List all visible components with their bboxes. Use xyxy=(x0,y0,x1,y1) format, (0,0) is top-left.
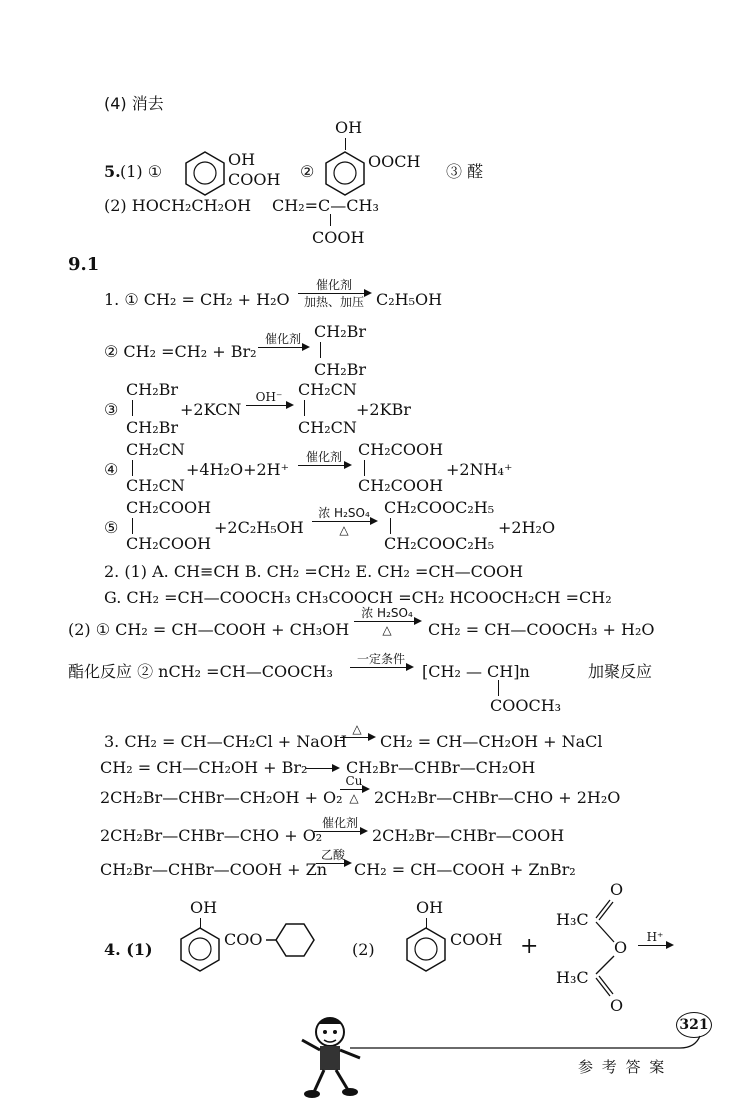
q4-oh-2: OH xyxy=(416,898,444,917)
q3-l2-reactants: CH₂ = CH—CH₂OH + Br₂ xyxy=(100,758,308,777)
q2-line4-polymer-sub: COOCH₃ xyxy=(490,696,562,715)
q5-s2-ooch: OOCH xyxy=(368,152,421,171)
q1-r3-product-bottom: CH₂CN xyxy=(298,418,357,437)
q3-l5-arrow: 乙酸 xyxy=(316,848,350,865)
q1-r4-product-top: CH₂COOH xyxy=(358,440,444,459)
q2-line3-products: CH₂ = CH—COOCH₃ + H₂O xyxy=(428,620,655,639)
q1-r1-reactants: 1. ① CH₂ = CH₂ + H₂O xyxy=(104,290,290,309)
q1-r2-arrow: 催化剂 xyxy=(258,332,308,349)
q3-l1-products: CH₂ = CH—CH₂OH + NaCl xyxy=(380,732,603,751)
q1-r4-reactant-bottom: CH₂CN xyxy=(126,476,185,495)
q1-r2-product-bottom: CH₂Br xyxy=(314,360,367,379)
q4-anhydride-h3c-bottom: H₃C xyxy=(556,968,589,987)
q4-cooh: COOH xyxy=(450,930,503,949)
q1-r2-product-top: CH₂Br xyxy=(314,322,367,341)
q4-coo: COO xyxy=(224,930,263,949)
q1-r3-reactant-bottom: CH₂Br xyxy=(126,418,179,437)
footer-label: 参 考 答 案 xyxy=(578,1058,667,1076)
q1-r3-arrow: OH⁻ xyxy=(246,390,292,407)
q2-line4-arrow: 一定条件 xyxy=(350,652,412,669)
q3-l2-arrow xyxy=(306,758,338,770)
q1-r5-ethanol: +2C₂H₅OH xyxy=(214,518,304,537)
q1-r3-kcn: +2KCN xyxy=(180,400,242,419)
q2-line4-polymer: [CH₂ — CH]n xyxy=(422,662,530,681)
q5-label: 5. xyxy=(104,162,121,181)
q1-r1-product: C₂H₅OH xyxy=(376,290,443,309)
q3-l4-arrow: 催化剂 xyxy=(314,816,366,833)
q4-anhydride-h3c-top: H₃C xyxy=(556,910,589,929)
q4-plus: + xyxy=(520,934,539,959)
q1-r4-reactant-top: CH₂CN xyxy=(126,440,185,459)
q4-label: 4. (1) xyxy=(104,940,153,959)
anhydride-bonds xyxy=(590,896,630,1000)
benzene-ring-4-icon xyxy=(404,926,448,972)
q5-s2-number: ② xyxy=(300,162,315,181)
q1-r5-arrow: 浓 H₂SO₄ △ xyxy=(312,506,376,537)
q1-r3-number: ③ xyxy=(104,400,119,419)
q1-r4-product-bottom: CH₂COOH xyxy=(358,476,444,495)
q1-r5-reactant-bottom: CH₂COOH xyxy=(126,534,212,553)
q3-l5-reactants: CH₂Br—CHBr—COOH + Zn xyxy=(100,860,328,879)
q5-part2: (2) HOCH₂CH₂OH xyxy=(104,196,252,215)
q5-part2-cooh: COOH xyxy=(312,228,365,247)
q3-l1-arrow: △ xyxy=(340,722,374,739)
q5-part2-alkene: CH₂=C—CH₃ xyxy=(272,196,379,215)
q1-r5-product-bottom: CH₂COOC₂H₅ xyxy=(384,534,495,553)
q1-r4-arrow: 催化剂 xyxy=(298,450,350,467)
section-title: 9.1 xyxy=(68,254,100,275)
q5-s3: ③ 醛 xyxy=(446,162,484,181)
benzene-ring-2-icon xyxy=(323,150,367,196)
q5-part1: (1) ① xyxy=(120,162,163,181)
q1-r4-number: ④ xyxy=(104,460,119,479)
q1-r5-product-top: CH₂COOC₂H₅ xyxy=(384,498,495,517)
q3-l4-product: 2CH₂Br—CHBr—COOH xyxy=(372,826,565,845)
q1-r5-reactant-top: CH₂COOH xyxy=(126,498,212,517)
q2-line2: G. CH₂ =CH—COOCH₃ CH₃COOCH =CH₂ HCOOCH₂CH =CH₂ xyxy=(104,588,612,607)
q1-r2-reactants: ② CH₂ =CH₂ + Br₂ xyxy=(104,342,257,361)
q3-l1-reactants: 3. CH₂ = CH—CH₂Cl + NaOH xyxy=(104,732,347,751)
q5-s2-oh: OH xyxy=(335,118,363,137)
q3-l3-arrow: Cu △ xyxy=(340,774,368,805)
q4-anhydride-o-bottom: O xyxy=(610,996,624,1015)
q1-r5-number: ⑤ xyxy=(104,518,119,537)
q2-line4-type: 加聚反应 xyxy=(588,662,653,681)
q1-r4-nh4: +2NH₄⁺ xyxy=(446,460,513,479)
cyclohexane-ring-icon xyxy=(266,920,316,964)
q4-anhydride-o-mid: O xyxy=(614,938,628,957)
benzene-ring-1-icon xyxy=(183,150,227,196)
q2-line3-reactants: (2) ① CH₂ = CH—COOH + CH₃OH xyxy=(68,620,350,639)
q2-line4-reactant: 酯化反应 ② nCH₂ =CH—COOCH₃ xyxy=(68,662,333,681)
q4-anhydride-o-top: O xyxy=(610,880,624,899)
benzene-ring-3-icon xyxy=(178,926,222,972)
q1-r3-kbr: +2KBr xyxy=(356,400,411,419)
q5-s1-cooh: COOH xyxy=(228,170,281,189)
q3-l3-products: 2CH₂Br—CHBr—CHO + 2H₂O xyxy=(374,788,621,807)
q2-line1: 2. (1) A. CH≡CH B. CH₂ =CH₂ E. CH₂ =CH—COOH xyxy=(104,562,524,581)
page-number: 321 xyxy=(676,1012,712,1038)
q3-l3-reactants: 2CH₂Br—CHBr—CH₂OH + O₂ xyxy=(100,788,343,807)
q2-line3-arrow: 浓 H₂SO₄ △ xyxy=(354,606,420,637)
q4-arrow: H⁺ xyxy=(638,930,672,947)
mascot-cartoon-icon xyxy=(290,1010,370,1100)
q1-r1-arrow: 催化剂 加热、加压 xyxy=(298,278,370,309)
q4-part2-label: (2) xyxy=(352,940,375,959)
q1-r5-water: +2H₂O xyxy=(498,518,556,537)
q4-part4-answer: (4) 消去 xyxy=(104,94,164,113)
footer-rule xyxy=(350,1030,710,1050)
q4-oh-1: OH xyxy=(190,898,218,917)
q3-l5-products: CH₂ = CH—COOH + ZnBr₂ xyxy=(354,860,576,879)
q1-r4-reagents: +4H₂O+2H⁺ xyxy=(186,460,290,479)
q1-r3-product-top: CH₂CN xyxy=(298,380,357,399)
q3-l2-product: CH₂Br—CHBr—CH₂OH xyxy=(346,758,536,777)
q3-l4-reactants: 2CH₂Br—CHBr—CHO + O₂ xyxy=(100,826,323,845)
q1-r3-reactant-top: CH₂Br xyxy=(126,380,179,399)
q5-s1-oh: OH xyxy=(228,150,256,169)
